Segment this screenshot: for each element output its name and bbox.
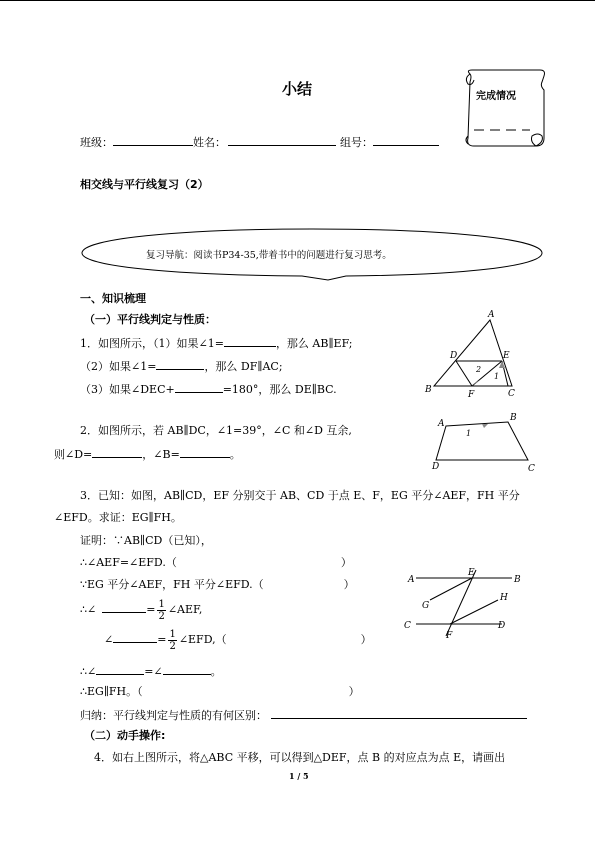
figure-parallel-lines — [400, 564, 540, 642]
fig3-label-a: A — [408, 575, 415, 585]
proof-blank-5a[interactable] — [96, 663, 144, 675]
fig1-label-f: F — [468, 390, 475, 400]
figure-triangle-translation — [420, 308, 540, 402]
proof-step-3-eq: = — [146, 603, 156, 616]
page-number: 1 / 5 — [289, 771, 309, 781]
fig3-label-g: G — [422, 601, 430, 611]
proof-step-4-close: ） — [360, 633, 372, 646]
subsection-heading-2: （二）动手操作: — [84, 729, 166, 742]
fig3-label-b: B — [514, 575, 521, 585]
q2-blank-2[interactable] — [180, 446, 230, 458]
class-label: 班级： — [80, 136, 113, 149]
proof-step-2-text: ∵EG 平分∠AEF，FH 平分∠EFD.（ — [80, 578, 264, 591]
q1-line-3 — [80, 381, 337, 397]
fig2-label-a: A — [438, 419, 445, 429]
proof-step-4 — [104, 626, 372, 654]
fraction-half-2: $\frac{1}{2}$ — [169, 628, 176, 652]
proof-step-3 — [80, 596, 202, 624]
proof-step-1-close: ） — [340, 556, 352, 569]
fig1-angle-2: 2 — [476, 365, 482, 374]
fig3-label-f: F — [446, 631, 453, 641]
fig3-label-d: D — [498, 621, 506, 631]
q1-text-3b: =180°，那么 DE∥BC. — [222, 383, 337, 396]
proof-step-6 — [80, 685, 360, 699]
q2-blank-1[interactable] — [92, 446, 142, 458]
proof-intro: 证明：∵AB∥CD（已知）， — [80, 534, 212, 547]
fig1-label-e: E — [503, 351, 510, 361]
proof-step-2 — [80, 578, 355, 592]
q3-line-1: 3．已知：如图，AB∥CD，EF 分别交于 AB、CD 于点 E、F，EG 平分∠AEF，FH 平分 — [80, 489, 520, 502]
fig2-angle-1: 1 — [466, 429, 472, 438]
q1-text-3a: （3）如果∠DEC+ — [80, 383, 175, 396]
name-blank[interactable] — [228, 134, 336, 146]
fig3-label-e: E — [468, 568, 475, 578]
q1-line-2 — [80, 358, 283, 374]
q1-text-2b: ，那么 DF∥AC; — [204, 360, 283, 373]
q2-text-2c: 。 — [229, 448, 241, 461]
q1-text-2a: （2）如果∠1= — [80, 360, 157, 373]
q4-line-1: 4．如右上图所示，将△ABC 平移，可以得到△DEF，点 B 的对应点为点 E，请画出 — [94, 751, 506, 764]
proof-step-5 — [80, 663, 222, 679]
q2-line-1: 2．如图所示，若 AB∥DC，∠1=39°，∠C 和∠D 互余, — [80, 424, 352, 437]
proof-step-4-angle: ∠EFD,（ — [178, 633, 227, 646]
proof-step-2-close: ） — [343, 578, 355, 591]
q2-line-2 — [54, 446, 241, 462]
proof-step-3-angle: ∠AEF, — [167, 603, 203, 616]
proof-step-1-text: ∴∠AEF=∠EFD.（ — [80, 556, 177, 569]
proof-blank-4[interactable] — [113, 631, 157, 643]
group-label: 组号： — [340, 136, 373, 149]
q1-text-1b: ，那么 AB∥EF; — [275, 337, 353, 350]
fig2-label-c: C — [528, 464, 535, 474]
proof-blank-5b[interactable] — [163, 663, 211, 675]
q1-blank-3[interactable] — [175, 381, 223, 393]
proof-step-3-text: ∴∠ — [80, 603, 97, 616]
fig2-label-d: D — [432, 462, 440, 472]
fraction-half-1: $\frac{1}{2}$ — [158, 598, 165, 622]
summary-line — [80, 707, 527, 723]
fig1-label-a: A — [488, 310, 495, 320]
top-rule — [0, 0, 595, 1]
scroll-badge — [460, 66, 550, 152]
proof-step-4-text: ∠ — [104, 633, 114, 646]
proof-step-5-eq: =∠ — [144, 665, 163, 678]
lesson-subtitle: 相交线与平行线复习（2） — [80, 178, 209, 191]
q1-blank-1[interactable] — [224, 335, 276, 347]
page-title: 小结 — [282, 80, 313, 98]
summary-blank[interactable] — [271, 707, 527, 719]
name-label: 姓名： — [193, 136, 226, 149]
figure-trapezoid — [424, 408, 544, 478]
q1-blank-2[interactable] — [156, 358, 204, 370]
section-heading: 一、知识梳理 — [80, 292, 146, 305]
fig1-label-b: B — [425, 385, 432, 395]
guide-text: 复习导航：阅读书P34-35,带着书中的问题进行复习思考。 — [146, 250, 392, 261]
fig1-angle-1: 1 — [494, 372, 500, 381]
proof-step-5-text: ∴∠ — [80, 665, 97, 678]
fig1-label-d: D — [450, 351, 458, 361]
q2-text-2a: 则∠D= — [54, 448, 93, 461]
q1-text-1a: 1．如图所示，（1）如果∠1= — [80, 337, 224, 350]
subsection-heading-1: （一）平行线判定与性质： — [84, 313, 216, 326]
class-blank[interactable] — [113, 134, 193, 146]
q1-line-1 — [80, 335, 353, 351]
proof-step-6-text: ∴EG∥FH。（ — [80, 685, 143, 698]
summary-text: 归纳：平行线判定与性质的有何区别： — [80, 709, 267, 722]
q2-text-2b: ，∠B= — [142, 448, 180, 461]
proof-step-4-eq: = — [157, 633, 167, 646]
fig2-label-b: B — [510, 413, 517, 423]
group-blank[interactable] — [373, 134, 439, 146]
info-line — [80, 134, 439, 150]
fig3-label-h: H — [500, 593, 508, 603]
proof-step-6-close: ） — [348, 685, 360, 698]
proof-step-1 — [80, 556, 352, 570]
q3-line-2: ∠EFD。求证：EG∥FH。 — [54, 511, 182, 524]
proof-step-5-end: 。 — [210, 665, 222, 678]
proof-blank-3[interactable] — [102, 601, 146, 613]
fig3-label-c: C — [404, 621, 411, 631]
badge-label: 完成情况 — [476, 91, 516, 102]
fig1-label-c: C — [508, 389, 515, 399]
